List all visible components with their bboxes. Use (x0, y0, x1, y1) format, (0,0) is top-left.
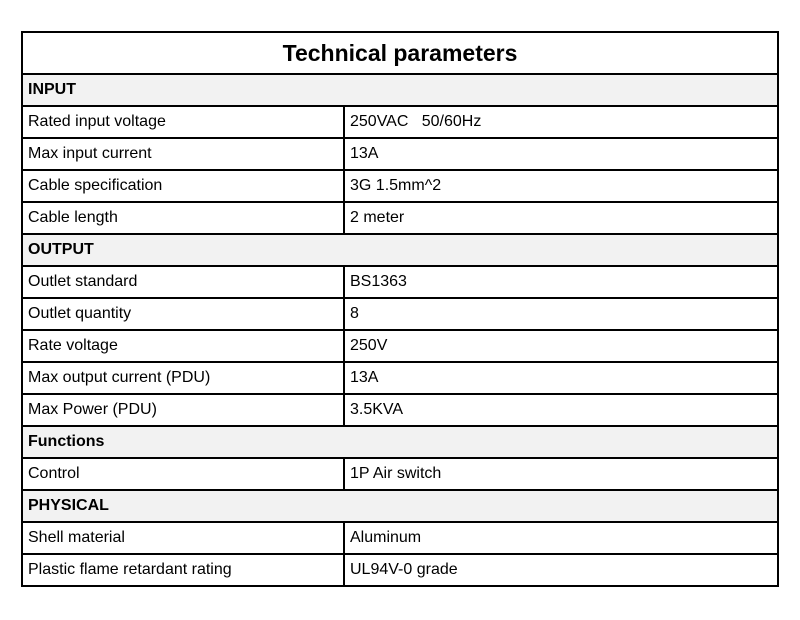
table-title: Technical parameters (22, 32, 778, 74)
section-heading: PHYSICAL (22, 490, 778, 522)
table-row (22, 266, 778, 298)
parameter-label: Outlet quantity (22, 298, 344, 330)
table-row (22, 106, 778, 138)
parameter-value: 8 (344, 298, 778, 330)
parameter-value: 250VAC 50/60Hz (344, 106, 778, 138)
parameter-label: Control (22, 458, 344, 490)
parameter-value: 3G 1.5mm^2 (344, 170, 778, 202)
parameter-label: Rated input voltage (22, 106, 344, 138)
section-header-row (22, 490, 778, 522)
table-row (22, 202, 778, 234)
parameter-value: Aluminum (344, 522, 778, 554)
parameter-value: BS1363 (344, 266, 778, 298)
parameter-label: Outlet standard (22, 266, 344, 298)
parameter-label: Max output current (PDU) (22, 362, 344, 394)
table-row (22, 362, 778, 394)
parameter-label: Cable specification (22, 170, 344, 202)
section-header-row (22, 426, 778, 458)
technical-parameters-table (21, 31, 779, 587)
parameter-value: 13A (344, 138, 778, 170)
table-row (22, 170, 778, 202)
parameter-value: 2 meter (344, 202, 778, 234)
parameter-label: Shell material (22, 522, 344, 554)
section-heading: Functions (22, 426, 778, 458)
table-row (22, 330, 778, 362)
section-header-row (22, 74, 778, 106)
parameter-value: 1P Air switch (344, 458, 778, 490)
parameter-label: Rate voltage (22, 330, 344, 362)
section-heading: INPUT (22, 74, 778, 106)
table-row (22, 554, 778, 586)
parameter-label: Max input current (22, 138, 344, 170)
table-row (22, 298, 778, 330)
table-body (22, 32, 778, 586)
parameter-value: 250V (344, 330, 778, 362)
parameter-label: Cable length (22, 202, 344, 234)
table-row (22, 138, 778, 170)
table-row (22, 394, 778, 426)
parameter-value: 3.5KVA (344, 394, 778, 426)
parameter-value: UL94V-0 grade (344, 554, 778, 586)
section-heading: OUTPUT (22, 234, 778, 266)
title-row (22, 32, 778, 74)
parameter-label: Plastic flame retardant rating (22, 554, 344, 586)
table-row (22, 458, 778, 490)
parameter-value: 13A (344, 362, 778, 394)
parameter-label: Max Power (PDU) (22, 394, 344, 426)
table-row (22, 522, 778, 554)
section-header-row (22, 234, 778, 266)
